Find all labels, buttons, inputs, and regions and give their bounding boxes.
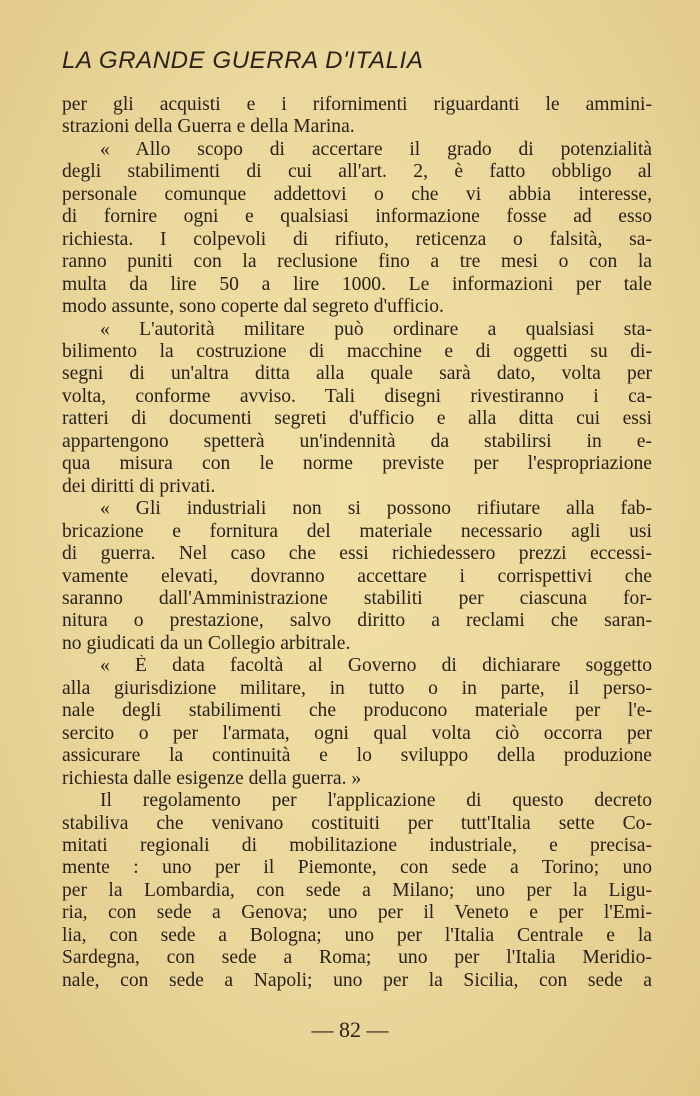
text-line: vamente elevati, dovranno accettare i corrispettivi che xyxy=(62,565,652,587)
text-line: « È data facoltà al Governo di dichiarare soggetto xyxy=(100,655,652,677)
text-line: bilimento la costruzione di macchine e di oggetti su di- xyxy=(62,340,652,362)
text-line: alla giurisdizione militare, in tutto o in parte, il perso- xyxy=(62,677,652,699)
text-line: strazioni della Guerra e della Marina. xyxy=(62,116,355,138)
text-line: « Allo scopo di accertare il grado di potenzialità xyxy=(100,138,652,160)
page-number: — 82 — xyxy=(311,1017,389,1042)
text-line: volta, conforme avviso. Tali disegni rivestiranno i ca- xyxy=(62,385,652,407)
text-line: « L'autorità militare può ordinare a qualsiasi sta- xyxy=(100,318,652,340)
text-line: assicurare la continuità e lo sviluppo della produzione xyxy=(62,745,652,767)
body-text xyxy=(62,94,652,992)
text-line: multa da lire 50 a lire 1000. Le informazioni per tale xyxy=(62,273,652,295)
text-line: nale degli stabilimenti che producono materiale per l'e- xyxy=(62,700,652,722)
text-line: richiesta. I colpevoli di rifiuto, reticenza o falsità, sa- xyxy=(62,228,652,250)
text-line: stabiliva che venivano costituiti per tutt'Italia sette Co- xyxy=(62,812,652,834)
text-line: nale, con sede a Napoli; uno per la Sicilia, con sede a xyxy=(62,969,652,991)
text-line: mente : uno per il Piemonte, con sede a Torino; uno xyxy=(62,857,652,879)
text-line: lia, con sede a Bologna; uno per l'Italia Centrale e la xyxy=(62,924,652,946)
text-line: saranno dall'Amministrazione stabiliti per ciascuna for- xyxy=(62,587,652,609)
text-line: segni di un'altra ditta alla quale sarà dato, volta per xyxy=(62,363,652,385)
text-line: ria, con sede a Genova; uno per il Veneto e per l'Emi- xyxy=(62,902,652,924)
text-line: di fornire ogni e qualsiasi informazione fosse ad esso xyxy=(62,206,652,228)
paragraph xyxy=(62,498,652,655)
paragraph xyxy=(62,139,652,319)
text-line: bricazione e fornitura del materiale necessario agli usi xyxy=(62,520,652,542)
text-line: per gli acquisti e i rifornimenti riguardanti le ammini- xyxy=(62,94,652,115)
text-line: nitura o prestazione, salvo diritto a reclami che saran- xyxy=(62,610,652,632)
text-line: appartengono spetterà un'indennità da stabilirsi in e- xyxy=(62,430,652,452)
text-line: richiesta dalle esigenze della guerra. » xyxy=(62,767,362,789)
text-line: mitati regionali di mobilitazione industriale, e precisa- xyxy=(62,834,652,856)
text-line: personale comunque addettovi o che vi abbia interesse, xyxy=(62,183,652,205)
text-line: sercito o per l'armata, ogni qual volta ciò occorra per xyxy=(62,722,652,744)
text-line: di guerra. Nel caso che essi richiedessero prezzi eccessi- xyxy=(62,543,652,565)
paragraph xyxy=(62,319,652,499)
text-line: « Gli industriali non si possono rifiutare alla fab- xyxy=(100,498,652,520)
paragraph xyxy=(62,94,652,139)
text-line: Il regolamento per l'applicazione di questo decreto xyxy=(100,790,652,812)
text-line: ranno puniti con la reclusione fino a tre mesi o con la xyxy=(62,251,652,273)
text-line: Sardegna, con sede a Roma; uno per l'Italia Meridio- xyxy=(62,947,652,969)
text-line: qua misura con le norme previste per l'espropriazione xyxy=(62,453,652,475)
text-line: ratteri di documenti segreti d'ufficio e alla ditta cui essi xyxy=(62,408,652,430)
text-line: per la Lombardia, con sede a Milano; uno per la Ligu- xyxy=(62,879,652,901)
paragraph xyxy=(62,790,652,992)
text-line: dei diritti di privati. xyxy=(62,475,216,497)
running-title: LA GRANDE GUERRA D'ITALIA xyxy=(62,47,424,74)
text-line: no giudicati da un Collegio arbitrale. xyxy=(62,632,351,654)
paragraph xyxy=(62,655,652,790)
text-line: modo assunte, sono coperte dal segreto d'ufficio. xyxy=(62,296,444,318)
text-line: degli stabilimenti di cui all'art. 2, è fatto obbligo al xyxy=(62,161,652,183)
